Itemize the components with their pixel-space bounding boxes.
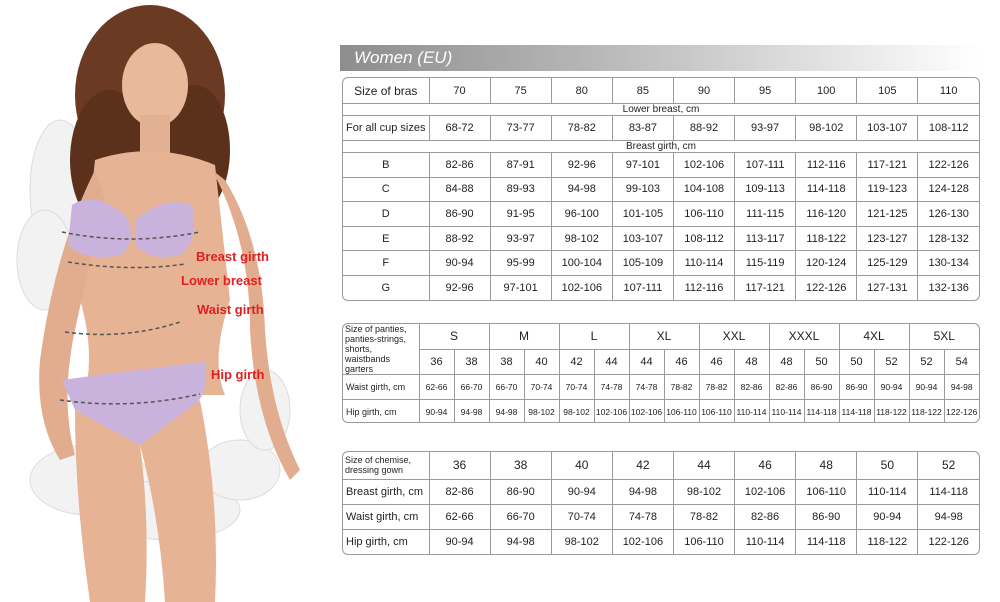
table-cell: 94-98: [551, 177, 612, 202]
table-cell: 70-74: [559, 375, 594, 400]
size-letter: 4XL: [839, 324, 909, 349]
bra-size: 80: [551, 78, 612, 104]
row-label: Hip girth, cm: [343, 529, 429, 554]
size-number: 40: [524, 349, 559, 374]
table-cell: 104-108: [673, 177, 734, 202]
row-label: Waist girth, cm: [343, 504, 429, 529]
hip-girth-label: Hip girth: [211, 367, 265, 382]
table-cell: 92-96: [551, 153, 612, 178]
table-cell: 99-103: [612, 177, 673, 202]
cup-label: D: [343, 202, 429, 227]
bra-size: 105: [857, 78, 918, 104]
size-number: 50: [857, 452, 918, 479]
size-number: 36: [429, 452, 490, 479]
panties-letter-row: [343, 324, 979, 349]
table-cell: 93-97: [490, 226, 551, 251]
table-cell: 98-102: [673, 479, 734, 504]
table-cell: 94-98: [918, 504, 979, 529]
cup-label: B: [343, 153, 429, 178]
panties-hip-row: [343, 400, 979, 424]
table-cell: 98-102: [524, 400, 559, 424]
table-cell: 78-82: [664, 375, 699, 400]
table-cell: 90-94: [429, 529, 490, 554]
table-cell: 74-78: [612, 504, 673, 529]
table-cell: 109-113: [735, 177, 796, 202]
table-cell: 114-118: [918, 479, 979, 504]
panties-number-row: [343, 349, 979, 374]
panties-waist-row: [343, 375, 979, 400]
table-cell: 94-98: [944, 375, 979, 400]
size-number: 44: [673, 452, 734, 479]
bra-size: 75: [490, 78, 551, 104]
size-number: 36: [419, 349, 454, 374]
table-cell: 124-128: [918, 177, 979, 202]
table-cell: 122-126: [796, 275, 857, 300]
size-number: 50: [804, 349, 839, 374]
size-number: 48: [734, 349, 769, 374]
table-row: [343, 251, 979, 276]
bra-size-row: [343, 78, 979, 104]
table-cell: 62-66: [429, 504, 490, 529]
table-cell: 101-105: [612, 202, 673, 227]
table-cell: 113-117: [735, 226, 796, 251]
table-cell: 102-106: [594, 400, 629, 424]
size-number: 48: [796, 452, 857, 479]
table-cell: 82-86: [429, 153, 490, 178]
table-cell: 93-97: [735, 116, 796, 141]
table-cell: 94-98: [612, 479, 673, 504]
table-row: [343, 275, 979, 300]
table-row: [343, 504, 979, 529]
size-letter: XXXL: [769, 324, 839, 349]
table-cell: 106-110: [673, 529, 734, 554]
chemise-size-header: Size of chemise, dressing gown: [343, 452, 429, 479]
table-cell: 110-114: [769, 400, 804, 424]
size-number: 38: [454, 349, 489, 374]
table-cell: 86-90: [839, 375, 874, 400]
all-cups-label: For all cup sizes: [343, 116, 429, 141]
size-number: 42: [559, 349, 594, 374]
waist-girth-label: Waist girth: [197, 302, 264, 317]
section-title: Women (EU): [354, 48, 453, 67]
table-cell: 119-123: [857, 177, 918, 202]
table-cell: 112-116: [796, 153, 857, 178]
table-cell: 86-90: [429, 202, 490, 227]
size-number: 44: [594, 349, 629, 374]
bra-size-header: Size of bras: [343, 78, 429, 104]
table-cell: 97-101: [490, 275, 551, 300]
size-letter: M: [489, 324, 559, 349]
lower-breast-label: Lower breast: [181, 273, 262, 288]
table-row: [343, 226, 979, 251]
cup-label: C: [343, 177, 429, 202]
size-number: 46: [664, 349, 699, 374]
table-cell: 103-107: [612, 226, 673, 251]
table-cell: 117-121: [735, 275, 796, 300]
bra-size: 90: [673, 78, 734, 104]
table-cell: 86-90: [804, 375, 839, 400]
size-letter: 5XL: [909, 324, 979, 349]
table-cell: 74-78: [629, 375, 664, 400]
table-cell: 78-82: [551, 116, 612, 141]
table-cell: 90-94: [857, 504, 918, 529]
table-cell: 107-111: [735, 153, 796, 178]
table-cell: 78-82: [699, 375, 734, 400]
table-cell: 118-122: [909, 400, 944, 424]
table-cell: 86-90: [796, 504, 857, 529]
size-letter: XXL: [699, 324, 769, 349]
table-cell: 118-122: [796, 226, 857, 251]
lower-breast-subheader: Lower breast, cm: [343, 104, 979, 116]
bra-size: 95: [735, 78, 796, 104]
table-row: [343, 153, 979, 178]
table-cell: 122-126: [918, 529, 979, 554]
bra-size: 85: [612, 78, 673, 104]
bra-size: 70: [429, 78, 490, 104]
table-cell: 62-66: [419, 375, 454, 400]
table-cell: 74-78: [594, 375, 629, 400]
table-cell: 120-124: [796, 251, 857, 276]
table-cell: 108-112: [918, 116, 979, 141]
size-number: 46: [735, 452, 796, 479]
table-cell: 95-99: [490, 251, 551, 276]
table-cell: 87-91: [490, 153, 551, 178]
table-cell: 105-109: [612, 251, 673, 276]
table-cell: 118-122: [874, 400, 909, 424]
table-cell: 123-127: [857, 226, 918, 251]
table-cell: 132-136: [918, 275, 979, 300]
table-cell: 66-70: [454, 375, 489, 400]
lower-breast-subheader-row: [343, 104, 979, 116]
size-number: 52: [874, 349, 909, 374]
size-number: 42: [612, 452, 673, 479]
table-cell: 83-87: [612, 116, 673, 141]
table-cell: 94-98: [454, 400, 489, 424]
size-letter: S: [419, 324, 489, 349]
size-number: 48: [769, 349, 804, 374]
table-cell: 102-106: [735, 479, 796, 504]
table-cell: 82-86: [429, 479, 490, 504]
table-cell: 90-94: [909, 375, 944, 400]
table-row: [343, 116, 979, 141]
row-label: Breast girth, cm: [343, 479, 429, 504]
table-cell: 102-106: [612, 529, 673, 554]
table-cell: 89-93: [490, 177, 551, 202]
table-cell: 126-130: [918, 202, 979, 227]
section-title-bar: [340, 45, 980, 71]
table-cell: 102-106: [629, 400, 664, 424]
table-cell: 91-95: [490, 202, 551, 227]
table-cell: 82-86: [734, 375, 769, 400]
table-cell: 106-110: [699, 400, 734, 424]
table-cell: 97-101: [612, 153, 673, 178]
breast-girth-subheader: Breast girth, cm: [343, 140, 979, 152]
cup-label: E: [343, 226, 429, 251]
size-number: 38: [489, 349, 524, 374]
bra-size: 110: [918, 78, 979, 104]
table-cell: 115-119: [735, 251, 796, 276]
model-photo: [0, 0, 330, 602]
table-cell: 112-116: [673, 275, 734, 300]
table-cell: 90-94: [551, 479, 612, 504]
table-row: [343, 202, 979, 227]
table-cell: 98-102: [551, 226, 612, 251]
size-number: 52: [909, 349, 944, 374]
table-cell: 116-120: [796, 202, 857, 227]
table-cell: 84-88: [429, 177, 490, 202]
table-cell: 118-122: [857, 529, 918, 554]
table-row: [343, 479, 979, 504]
table-row: [343, 177, 979, 202]
size-number: 50: [839, 349, 874, 374]
table-cell: 111-115: [735, 202, 796, 227]
cup-label: G: [343, 275, 429, 300]
chemise-size-table: [342, 451, 980, 555]
table-cell: 127-131: [857, 275, 918, 300]
table-cell: 128-132: [918, 226, 979, 251]
size-letter: L: [559, 324, 629, 349]
size-letter: XL: [629, 324, 699, 349]
table-cell: 73-77: [490, 116, 551, 141]
table-cell: 88-92: [429, 226, 490, 251]
bra-size: 100: [796, 78, 857, 104]
table-cell: 92-96: [429, 275, 490, 300]
table-cell: 66-70: [490, 504, 551, 529]
table-cell: 110-114: [734, 400, 769, 424]
table-cell: 110-114: [857, 479, 918, 504]
table-cell: 70-74: [524, 375, 559, 400]
table-cell: 96-100: [551, 202, 612, 227]
table-cell: 94-98: [489, 400, 524, 424]
table-cell: 114-118: [839, 400, 874, 424]
chemise-size-row: [343, 452, 979, 479]
table-cell: 94-98: [490, 529, 551, 554]
table-cell: 88-92: [673, 116, 734, 141]
bra-size-table: [342, 77, 980, 301]
panties-hip-label: Hip girth, cm: [343, 400, 419, 424]
size-number: 52: [918, 452, 979, 479]
size-number: 44: [629, 349, 664, 374]
table-cell: 82-86: [735, 504, 796, 529]
table-cell: 68-72: [429, 116, 490, 141]
table-cell: 86-90: [490, 479, 551, 504]
size-number: 46: [699, 349, 734, 374]
table-cell: 66-70: [489, 375, 524, 400]
table-cell: 106-110: [664, 400, 699, 424]
panties-size-header: Size of panties, panties-strings, shorts, waistbands garters: [343, 324, 419, 375]
table-cell: 100-104: [551, 251, 612, 276]
panties-size-table: [342, 323, 980, 423]
table-cell: 122-126: [944, 400, 979, 424]
table-cell: 82-86: [769, 375, 804, 400]
table-cell: 103-107: [857, 116, 918, 141]
table-cell: 78-82: [673, 504, 734, 529]
table-cell: 107-111: [612, 275, 673, 300]
size-number: 54: [944, 349, 979, 374]
table-cell: 117-121: [857, 153, 918, 178]
cup-label: F: [343, 251, 429, 276]
table-cell: 90-94: [419, 400, 454, 424]
table-cell: 102-106: [673, 153, 734, 178]
table-cell: 108-112: [673, 226, 734, 251]
table-cell: 122-126: [918, 153, 979, 178]
table-cell: 110-114: [735, 529, 796, 554]
breast-girth-subheader-row: [343, 140, 979, 152]
table-cell: 90-94: [429, 251, 490, 276]
size-number: 40: [551, 452, 612, 479]
table-cell: 114-118: [796, 177, 857, 202]
table-row: [343, 529, 979, 554]
table-cell: 98-102: [559, 400, 594, 424]
table-cell: 121-125: [857, 202, 918, 227]
table-cell: 106-110: [796, 479, 857, 504]
table-cell: 130-134: [918, 251, 979, 276]
table-cell: 114-118: [804, 400, 839, 424]
table-cell: 98-102: [551, 529, 612, 554]
table-cell: 98-102: [796, 116, 857, 141]
table-cell: 125-129: [857, 251, 918, 276]
table-cell: 110-114: [673, 251, 734, 276]
table-cell: 114-118: [796, 529, 857, 554]
table-cell: 102-106: [551, 275, 612, 300]
panties-waist-label: Waist girth, cm: [343, 375, 419, 400]
table-cell: 90-94: [874, 375, 909, 400]
size-number: 38: [490, 452, 551, 479]
table-cell: 106-110: [673, 202, 734, 227]
table-cell: 70-74: [551, 504, 612, 529]
breast-girth-label: Breast girth: [196, 249, 269, 264]
